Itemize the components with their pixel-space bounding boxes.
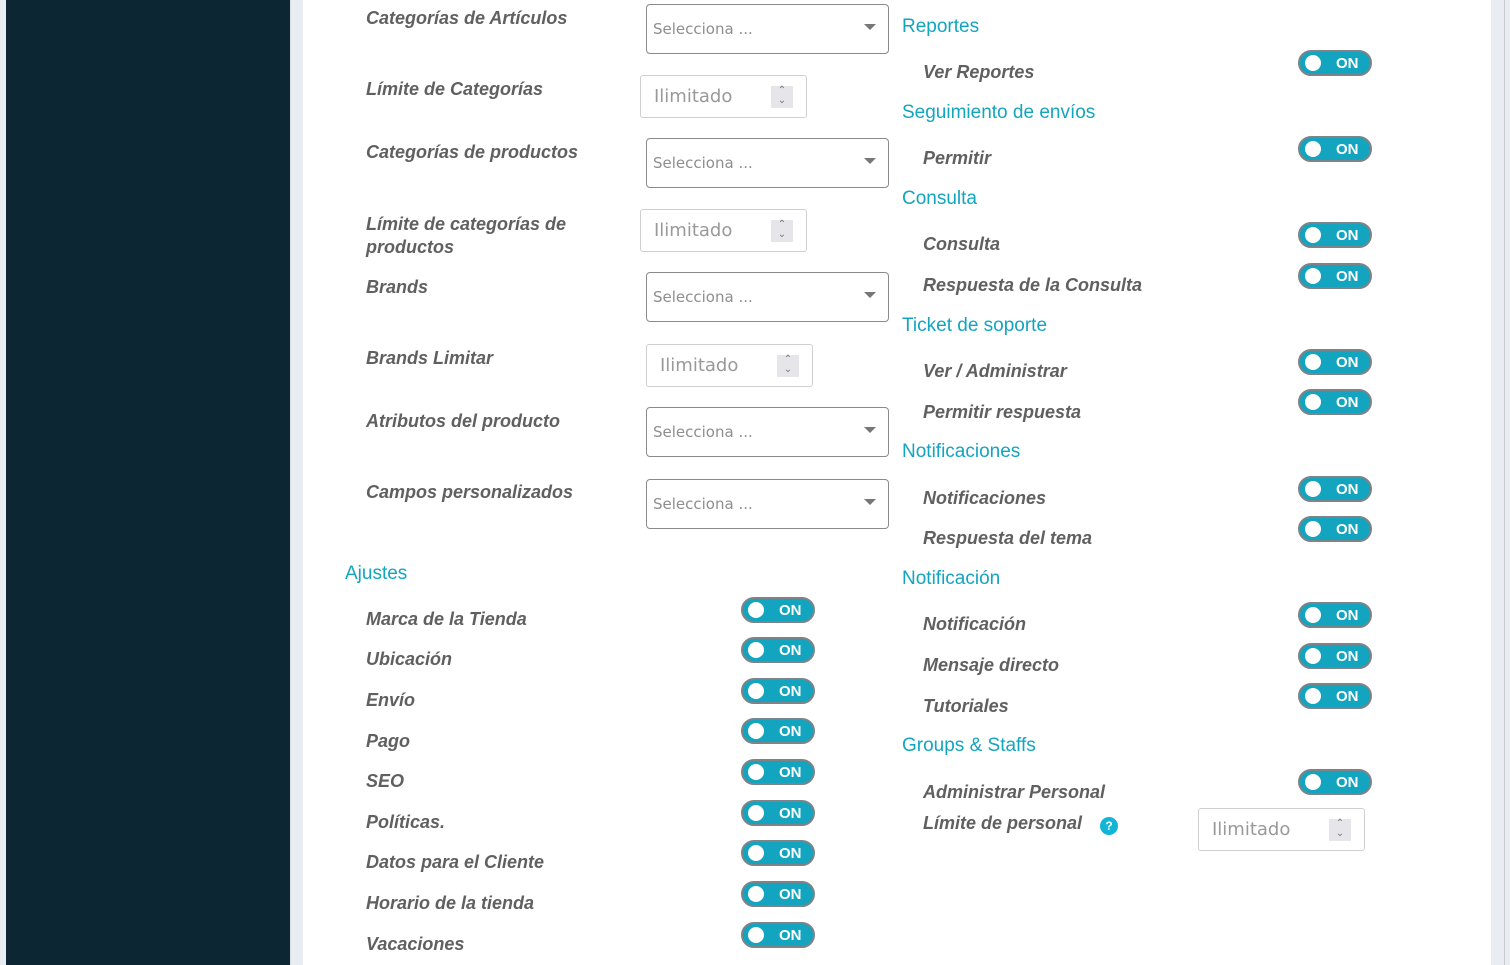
staff-limit-label: Límite de personal xyxy=(923,813,1083,833)
toggle-inquiry[interactable] xyxy=(1298,222,1372,248)
toggle-label: Consulta xyxy=(923,234,1001,254)
toggle-tutorials[interactable] xyxy=(1298,683,1372,709)
toggle-label: Mensaje directo xyxy=(923,655,1060,675)
spinner-icon[interactable]: ⌃ ⌄ xyxy=(771,86,793,108)
product-categories-select[interactable] xyxy=(646,138,889,188)
toggle-knob xyxy=(1305,688,1321,704)
toggle-notifications[interactable] xyxy=(1298,476,1372,502)
toggle-knob xyxy=(1305,141,1321,157)
article-categories-select[interactable] xyxy=(646,4,889,54)
toggle-location[interactable] xyxy=(741,637,815,663)
section-title-reportes: Reportes xyxy=(902,16,980,37)
toggle-state: ON xyxy=(779,886,802,903)
toggle-label: Respuesta del tema xyxy=(923,528,1093,548)
toggle-label: Vacaciones xyxy=(366,934,465,954)
section-title-ajustes: Ajustes xyxy=(345,563,408,584)
scrollbar-track[interactable] xyxy=(1491,0,1505,965)
toggle-state: ON xyxy=(1336,688,1359,705)
caret-down-icon xyxy=(864,292,876,298)
field-label: Límite de Categorías xyxy=(366,79,544,99)
toggle-vacation[interactable] xyxy=(741,922,815,948)
toggle-knob xyxy=(748,805,764,821)
caret-down-icon xyxy=(864,24,876,30)
field-label: Atributos del producto xyxy=(366,411,560,431)
section-title-support-ticket: Ticket de soporte xyxy=(902,315,1048,336)
toggle-label: Ubicación xyxy=(366,649,453,669)
spinner-icon[interactable]: ⌃ ⌄ xyxy=(777,355,799,377)
toggle-knob xyxy=(1305,521,1321,537)
field-label: Campos personalizados xyxy=(366,482,574,502)
toggle-knob xyxy=(1305,774,1321,790)
product-category-limit-input[interactable] xyxy=(640,209,807,252)
toggle-state: ON xyxy=(779,602,802,619)
toggle-shipping[interactable] xyxy=(741,678,815,704)
toggle-knob xyxy=(748,886,764,902)
spinner-icon[interactable]: ⌃ ⌄ xyxy=(1329,819,1351,841)
toggle-knob xyxy=(1305,268,1321,284)
caret-down-icon xyxy=(864,158,876,164)
brands-select[interactable] xyxy=(646,272,889,322)
select-placeholder: Selecciona ... xyxy=(653,423,753,441)
toggle-label: Permitir respuesta xyxy=(923,402,1082,422)
field-label: Categorías de productos xyxy=(366,142,579,162)
staff-limit-input[interactable] xyxy=(1198,808,1365,851)
toggle-state: ON xyxy=(779,642,802,659)
select-placeholder: Selecciona ... xyxy=(653,154,753,172)
select-placeholder: Selecciona ... xyxy=(653,288,753,306)
toggle-state: ON xyxy=(1336,521,1359,538)
toggle-label: Ver Reportes xyxy=(923,62,1035,82)
input-value: Ilimitado xyxy=(654,86,733,107)
toggle-knob xyxy=(1305,481,1321,497)
toggle-inquiry-reply[interactable] xyxy=(1298,263,1372,289)
category-limit-input[interactable] xyxy=(640,75,807,118)
toggle-state: ON xyxy=(779,723,802,740)
toggle-notification[interactable] xyxy=(1298,602,1372,628)
toggle-label: Políticas. xyxy=(366,812,446,832)
product-attributes-select[interactable] xyxy=(646,407,889,457)
spinner-icon[interactable]: ⌃ ⌄ xyxy=(771,220,793,242)
toggle-knob xyxy=(748,602,764,618)
toggle-label: Marca de la Tienda xyxy=(366,609,527,629)
toggle-label: Datos para el Cliente xyxy=(366,852,545,872)
toggle-state: ON xyxy=(1336,774,1359,791)
brands-limit-input[interactable] xyxy=(646,344,813,387)
toggle-allow-tracking[interactable] xyxy=(1298,136,1372,162)
toggle-store-hours[interactable] xyxy=(741,881,815,907)
caret-down-icon xyxy=(864,499,876,505)
toggle-knob xyxy=(748,683,764,699)
input-value: Ilimitado xyxy=(654,220,733,241)
input-value: Ilimitado xyxy=(660,355,739,376)
toggle-label: Permitir xyxy=(923,148,992,168)
toggle-knob xyxy=(748,927,764,943)
question-icon[interactable]: ? xyxy=(1100,817,1118,835)
toggle-knob xyxy=(1305,648,1321,664)
toggle-state: ON xyxy=(779,927,802,944)
toggle-knob xyxy=(748,642,764,658)
section-title-consulta: Consulta xyxy=(902,188,977,209)
toggle-label: SEO xyxy=(366,771,405,791)
toggle-allow-reply[interactable] xyxy=(1298,389,1372,415)
toggle-knob xyxy=(748,764,764,780)
select-placeholder: Selecciona ... xyxy=(653,495,753,513)
toggle-seo[interactable] xyxy=(741,759,815,785)
toggle-state: ON xyxy=(1336,55,1359,72)
toggle-state: ON xyxy=(1336,227,1359,244)
sidebar xyxy=(6,0,290,965)
toggle-state: ON xyxy=(1336,141,1359,158)
toggle-customer-data[interactable] xyxy=(741,840,815,866)
toggle-topic-reply[interactable] xyxy=(1298,516,1372,542)
toggle-label: Respuesta de la Consulta xyxy=(923,275,1143,295)
toggle-view-manage-tickets[interactable] xyxy=(1298,349,1372,375)
content-gutter xyxy=(290,0,303,965)
toggle-knob xyxy=(1305,394,1321,410)
toggle-state: ON xyxy=(1336,481,1359,498)
toggle-knob xyxy=(748,723,764,739)
field-label: Brands xyxy=(366,277,429,297)
toggle-state: ON xyxy=(779,764,802,781)
toggle-state: ON xyxy=(779,683,802,700)
toggle-state: ON xyxy=(779,805,802,822)
toggle-direct-message[interactable] xyxy=(1298,643,1372,669)
toggle-knob xyxy=(1305,227,1321,243)
toggle-knob xyxy=(1305,354,1321,370)
toggle-manage-staff[interactable] xyxy=(1298,769,1372,795)
toggle-state: ON xyxy=(1336,648,1359,665)
toggle-state: ON xyxy=(1336,268,1359,285)
toggle-knob xyxy=(1305,55,1321,71)
field-label: Brands Limitar xyxy=(366,348,494,368)
toggle-state: ON xyxy=(779,845,802,862)
field-label: Categorías de Artículos xyxy=(366,8,568,28)
section-title-notificaciones: Notificaciones xyxy=(902,441,1021,462)
toggle-state: ON xyxy=(1336,394,1359,411)
toggle-state: ON xyxy=(1336,354,1359,371)
toggle-label: Envío xyxy=(366,690,416,710)
toggle-label: Notificación xyxy=(923,614,1027,634)
toggle-knob xyxy=(748,845,764,861)
caret-down-icon xyxy=(864,427,876,433)
section-title-shipment-tracking: Seguimiento de envíos xyxy=(902,102,1096,123)
toggle-label: Tutoriales xyxy=(923,696,1009,716)
toggle-label: Administrar Personal xyxy=(923,782,1106,802)
toggle-label: Horario de la tienda xyxy=(366,893,535,913)
select-placeholder: Selecciona ... xyxy=(653,20,753,38)
field-label: Límite de categorías de productos xyxy=(366,214,567,257)
section-title-groups-staffs: Groups & Staffs xyxy=(902,735,1036,756)
toggle-policies[interactable] xyxy=(741,800,815,826)
toggle-knob xyxy=(1305,607,1321,623)
toggle-store-brand[interactable] xyxy=(741,597,815,623)
toggle-payment[interactable] xyxy=(741,718,815,744)
toggle-label: Notificaciones xyxy=(923,488,1047,508)
toggle-label: Pago xyxy=(366,731,411,751)
toggle-state: ON xyxy=(1336,607,1359,624)
section-title-notificacion: Notificación xyxy=(902,568,1001,589)
toggle-view-reports[interactable] xyxy=(1298,50,1372,76)
input-value: Ilimitado xyxy=(1212,819,1291,840)
toggle-label: Ver / Administrar xyxy=(923,361,1067,381)
custom-fields-select[interactable] xyxy=(646,479,889,529)
